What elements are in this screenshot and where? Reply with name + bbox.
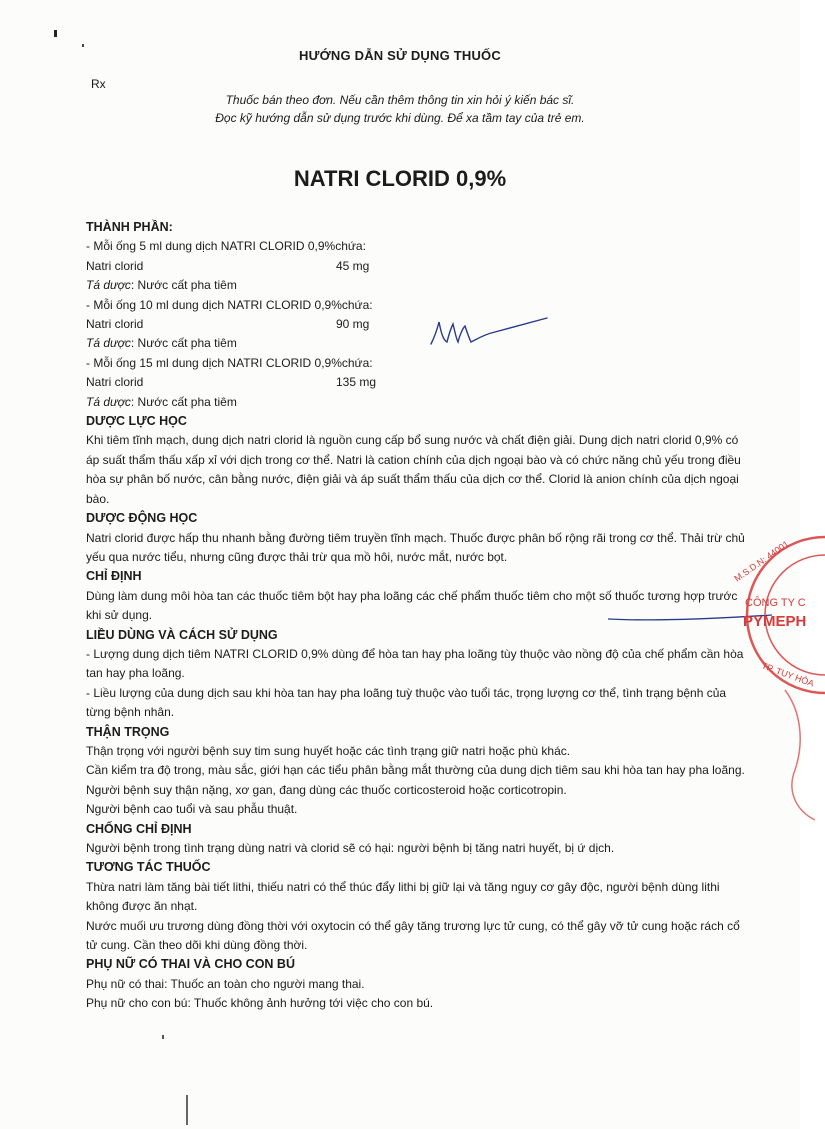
composition-item-10ml bbox=[86, 296, 746, 354]
prescription-notice: Thuốc bán theo đơn. Nếu cần thêm thông tin xin hỏi ý kiến bác sĩ. bbox=[225, 93, 575, 107]
rx-label: Rx bbox=[91, 77, 106, 91]
precautions-paragraph: Người bệnh suy thận nặng, xơ gan, đang dùng các thuốc corticosteroid hoặc corticotropin. bbox=[86, 782, 567, 797]
document-header-title: HƯỚNG DẪN SỬ DỤNG THUỐC bbox=[299, 48, 501, 63]
scan-speck bbox=[162, 1035, 164, 1039]
precautions-paragraph: Cần kiểm tra độ trong, màu sắc, giới hạn các tiểu phân bằng mắt thường của dung dịch tiêm sau khi hòa tan hay pha loãng. bbox=[86, 763, 745, 778]
excipient-line bbox=[86, 276, 746, 295]
pharmacodynamics-text: Khi tiêm tĩnh mạch, dung dịch natri clorid là nguồn cung cấp bổ sung nước và chất điện giải. Dung dịch natri clorid 0,9% có áp suất thẩm thấu xấp xỉ với dịch trong cơ thể. Natri là cation chính của dịch ngoại bào và có chức năng chủ yếu trong điều hòa sự phân bố nước, cân bằng nước, điện giải và áp suất thẩm thấu của dịch cơ thể. Clorid là anion chính của dịch ngoại bào. bbox=[86, 433, 741, 506]
dosage-paragraph: - Lượng dung dịch tiêm NATRI CLORID 0,9% dùng để hòa tan hay pha loãng tùy thuộc vào nồng độ của chế phẩm cần hòa tan hay pha loãng. bbox=[86, 646, 744, 681]
excipient-value: : Nước cất pha tiêm bbox=[130, 278, 237, 293]
scan-speck bbox=[82, 44, 84, 47]
precautions-paragraph: Người bệnh cao tuổi và sau phẫu thuật. bbox=[86, 802, 298, 817]
interactions-paragraph: Thừa natri làm tăng bài tiết lithi, thiếu natri có thể thúc đẩy lithi bị giữ lại và tăng nguy cơ gây độc, người bệnh dùng lithi không được ăn nhạt. bbox=[86, 879, 720, 914]
composition-intro: - Mỗi ống 10 ml dung dịch NATRI CLORID 0,9%chứa: bbox=[86, 297, 373, 312]
precautions-heading: THẬN TRỌNG bbox=[86, 724, 170, 739]
scan-speck bbox=[186, 1095, 188, 1125]
composition-intro: - Mỗi ống 5 ml dung dịch NATRI CLORID 0,9%chứa: bbox=[86, 239, 366, 254]
excipient-label: Tá dược bbox=[86, 394, 131, 409]
ingredient-row bbox=[86, 373, 386, 392]
excipient-value: : Nước cất pha tiêm bbox=[130, 394, 237, 409]
excipient-label: Tá dược bbox=[86, 336, 131, 351]
ingredient-name: Natri clorid bbox=[86, 317, 144, 332]
contraindications-heading: CHỐNG CHỈ ĐỊNH bbox=[86, 821, 192, 836]
stamp-company: CÔNG TY C bbox=[745, 597, 806, 609]
stamp-registration: M.S.D.N: 44001 bbox=[732, 538, 791, 584]
pharmacodynamics-heading: DƯỢC LỰC HỌC bbox=[86, 414, 187, 429]
ingredient-amount: 135 mg bbox=[336, 375, 377, 390]
pregnancy-paragraph: Phụ nữ có thai: Thuốc an toàn cho người mang thai. bbox=[86, 976, 365, 991]
stamp-city: TP. TUY HÒA bbox=[760, 660, 816, 689]
ingredient-amount: 90 mg bbox=[336, 317, 370, 332]
ingredient-amount: 45 mg bbox=[336, 258, 370, 273]
dosage-heading: LIỀU DÙNG VÀ CÁCH SỬ DỤNG bbox=[86, 627, 278, 642]
excipient-value: : Nước cất pha tiêm bbox=[130, 336, 237, 351]
interactions-paragraph: Nước muối ưu trương dùng đồng thời với oxytocin có thể gây tăng trương lực tử cung, có thể gây vỡ tử cung hoặc rách cổ tử cung. Cần theo dõi khi dùng đồng thời. bbox=[86, 918, 740, 953]
ingredient-row bbox=[86, 257, 386, 276]
dosage-paragraph: - Liều lượng của dung dịch sau khi hòa tan hay pha loãng tuỳ thuộc vào tuổi tác, trọng lượng cơ thể, tình trạng bệnh của từng bệnh nhân. bbox=[86, 685, 727, 720]
composition-item-15ml bbox=[86, 354, 746, 412]
indications-text: Dùng làm dung môi hòa tan các thuốc tiêm bột hay pha loãng các chế phẩm thuốc tiêm cho một số thuốc tương hợp trước khi sử dụng. bbox=[86, 588, 738, 623]
contraindications-text: Người bệnh trong tình trạng dùng natri và clorid sẽ có hại: người bệnh bị tăng natri huyết, bị ứ dịch. bbox=[86, 841, 615, 855]
handwritten-signature bbox=[425, 312, 555, 357]
ingredient-name: Natri clorid bbox=[86, 375, 144, 390]
ingredient-name: Natri clorid bbox=[86, 258, 144, 273]
ingredient-row bbox=[86, 315, 386, 334]
company-stamp bbox=[715, 520, 825, 840]
pregnancy-heading: PHỤ NỮ CÓ THAI VÀ CHO CON BÚ bbox=[86, 957, 295, 972]
precautions-paragraph: Thận trọng với người bệnh suy tim sung huyết hoặc các tình trạng giữ natri hoặc phù khác. bbox=[86, 743, 571, 758]
composition-intro: - Mỗi ống 15 ml dung dịch NATRI CLORID 0,9%chứa: bbox=[86, 355, 373, 370]
scan-speck bbox=[54, 30, 57, 37]
product-title: NATRI CLORID 0,9% bbox=[293, 166, 507, 191]
usage-warning: Đọc kỹ hướng dẫn sử dụng trước khi dùng. Để xa tầm tay của trẻ em. bbox=[215, 111, 585, 125]
excipient-line bbox=[86, 334, 746, 353]
composition-item-5ml bbox=[86, 237, 746, 295]
stamp-brand: PYMEPH bbox=[743, 613, 807, 630]
pharmacokinetics-heading: DƯỢC ĐỘNG HỌC bbox=[86, 511, 198, 526]
excipient-line bbox=[86, 393, 746, 412]
pregnancy-paragraph: Phụ nữ cho con bú: Thuốc không ảnh hưởng tới việc cho con bú. bbox=[86, 996, 434, 1011]
indications-heading: CHỈ ĐỊNH bbox=[86, 569, 142, 584]
composition-heading: THÀNH PHẦN: bbox=[86, 220, 173, 234]
excipient-label: Tá dược bbox=[86, 278, 131, 293]
pharmacokinetics-text: Natri clorid được hấp thu nhanh bằng đường tiêm truyền tĩnh mạch. Thuốc được phân bố rộng rãi trong cơ thể. Thải trừ chủ yếu qua nước tiểu, nhưng cũng được thải trừ qua mồ hôi, nước mắt, nước bọt. bbox=[86, 530, 745, 564]
interactions-heading: TƯƠNG TÁC THUỐC bbox=[86, 860, 211, 875]
